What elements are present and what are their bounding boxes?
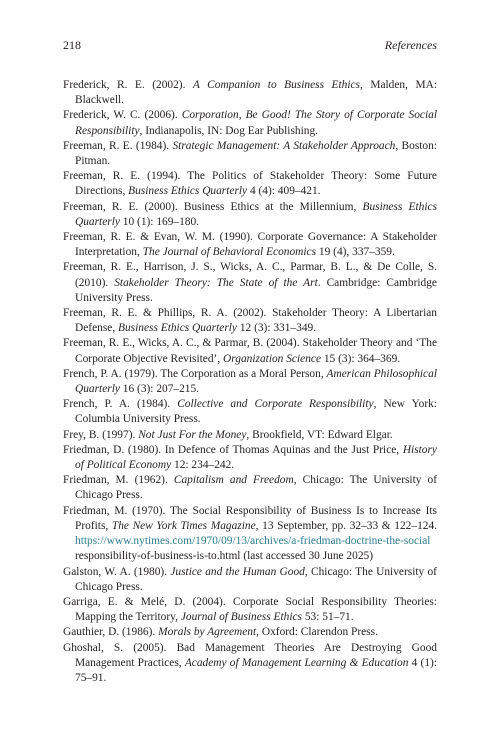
reference-text: 16 (3): 207–215. [119, 383, 200, 396]
reference-entry [63, 625, 437, 640]
reference-text: Freeman, R. E. (2000). Business Ethics at the Millennium, [63, 200, 363, 213]
reference-title-italic: American Philosophical Quarterly [75, 367, 437, 396]
reference-text: Frey, B. (1997). [63, 428, 139, 441]
reference-title-italic: Capitalism and Freedom [173, 474, 294, 487]
reference-entry [63, 336, 437, 366]
reference-text: , Brookfield, VT: Edward Elgar. [246, 428, 393, 441]
reference-title-italic: The New York Times Magazine [111, 519, 256, 532]
reference-entry [63, 306, 437, 336]
running-head [63, 38, 437, 56]
reference-title-italic: Academy of Management Learning & Education [184, 656, 409, 669]
reference-text: Friedman, M. (1962). [63, 474, 174, 487]
reference-entry [63, 139, 437, 169]
reference-text: , 13 September, pp. 32–33 & 122–124. [255, 519, 437, 532]
reference-title-italic: The Journal of Behavioral Economics [142, 246, 317, 259]
reference-title-italic: Business Ethics Quarterly [128, 185, 248, 198]
reference-text: , New York: Columbia University Press. [75, 398, 438, 426]
reference-entry [63, 443, 437, 473]
reference-text: , Indianapolis, IN: Dog Ear Publishing. [139, 124, 318, 137]
reference-text: 12 (3): 331–349. [236, 322, 317, 335]
reference-entry [63, 565, 437, 595]
reference-text: 12: 234–242. [171, 459, 235, 472]
reference-entry [63, 595, 437, 625]
reference-text: Ghoshal, S. (2005). Bad Management Theories Are Destroying Good Management Practices, [63, 641, 437, 669]
section-title: References [384, 38, 437, 52]
reference-title-italic: Not Just For the Money [138, 428, 247, 441]
reference-text: 10 (1): 169–180. [119, 215, 200, 228]
reference-title-italic: Collective and Corporate Responsibility [177, 398, 374, 411]
reference-title-italic: Strategic Management: A Stakeholder Approach [172, 139, 396, 152]
reference-title-italic: Justice and the Human Good [170, 565, 305, 578]
reference-text: 4 (4): 409–421. [247, 185, 321, 198]
reference-entry [63, 367, 437, 397]
reference-text: Freeman, R. E., Wicks, A. C., & Parmar, B. (2004). Stakeholder Theory and ‘The Corporate Objective Revisited’, [63, 337, 437, 365]
reference-entry [63, 230, 437, 260]
reference-entry [63, 473, 437, 503]
reference-text: Freeman, R. E. (1984). [63, 139, 173, 152]
reference-title-italic: History of Political Economy [75, 443, 437, 472]
reference-text: , Oxford: Clarendon Press. [256, 626, 378, 639]
page-number: 218 [63, 38, 81, 52]
reference-title-italic: Corporation, Be Good! The Story of Corporate Social Responsibility [75, 109, 437, 137]
reference-title-italic: Morals by Agreement [158, 626, 257, 639]
reference-entry [63, 108, 437, 138]
reference-text: Garriga, E. & Melé, D. (2004). Corporate Social Responsibility Theories: Mapping the Territory, [63, 595, 437, 624]
reference-title-italic: Stakeholder Theory: The State of the Art [114, 276, 318, 289]
reference-text: 19 (4), 337–359. [316, 246, 395, 259]
reference-text: Friedman, D. (1980). In Defence of Thomas Aquinas and the Just Price, [63, 443, 403, 456]
reference-title-italic: Business Ethics Quarterly [118, 322, 237, 335]
reference-entry [63, 428, 437, 443]
reference-text: Friedman, M. (1970). The Social Responsibility of Business Is to Increase Its Profits, [63, 504, 437, 532]
reference-text: 4 (1): 75–91. [75, 656, 437, 684]
reference-title-italic: A Companion to Business Ethics [192, 79, 360, 91]
reference-url-link[interactable]: https://www.nytimes.com/1970/09/13/archives/a-friedman-doctrine-the-social [75, 535, 431, 548]
reference-text: , Boston: Pitman. [75, 139, 437, 168]
reference-title-italic: Business Ethics Quarterly [75, 200, 437, 228]
reference-text: 53: 51–71. [302, 611, 354, 624]
reference-title-italic: Organization Science [223, 352, 322, 365]
reference-entry [63, 504, 437, 565]
reference-text: Freeman, R. E., Harrison, J. S., Wicks, A. C., Parmar, B. L., & De Colle, S. (2010). [63, 261, 437, 289]
reference-title-italic: Journal of Business Ethics [180, 611, 302, 624]
reference-text: Freeman, R. E. & Evan, W. M. (1990). Corporate Governance: A Stakeholder Interpretation, [63, 231, 437, 259]
reference-entry [63, 200, 437, 230]
reference-text: Frederick, R. E. (2002). [63, 79, 193, 91]
reference-text: French, P. A. (1984). [63, 398, 178, 411]
reference-text: Galston, W. A. (1980). [63, 565, 171, 578]
reference-text: . Cambridge: Cambridge University Press. [75, 276, 437, 304]
reference-text: , Malden, MA: Blackwell. [75, 79, 437, 107]
reference-entry [63, 641, 437, 687]
reference-text: responsibility-of-business-is-to.html (last accessed 30 June 2025) [75, 550, 374, 563]
reference-text: Freeman, R. E. & Phillips, R. A. (2002). Stakeholder Theory: A Libertarian Defense, [63, 307, 437, 335]
reference-text: Frederick, W. C. (2006). [63, 109, 182, 122]
reference-entry [63, 397, 437, 427]
reference-text: , Chicago: The University of Chicago Press. [75, 565, 437, 593]
reference-text: Freeman, R. E. (1994). The Politics of Stakeholder Theory: Some Future Directions, [63, 170, 437, 198]
reference-entry [63, 78, 437, 108]
reference-entry [63, 169, 437, 199]
reference-entry [63, 260, 437, 306]
reference-text: French, P. A. (1979). The Corporation as a Moral Person, [63, 367, 327, 380]
reference-text: , Chicago: The University of Chicago Press. [75, 474, 437, 502]
reference-text: Gauthier, D. (1986). [63, 626, 159, 639]
reference-text: 15 (3): 364–369. [321, 352, 401, 365]
reference-list [63, 78, 437, 686]
